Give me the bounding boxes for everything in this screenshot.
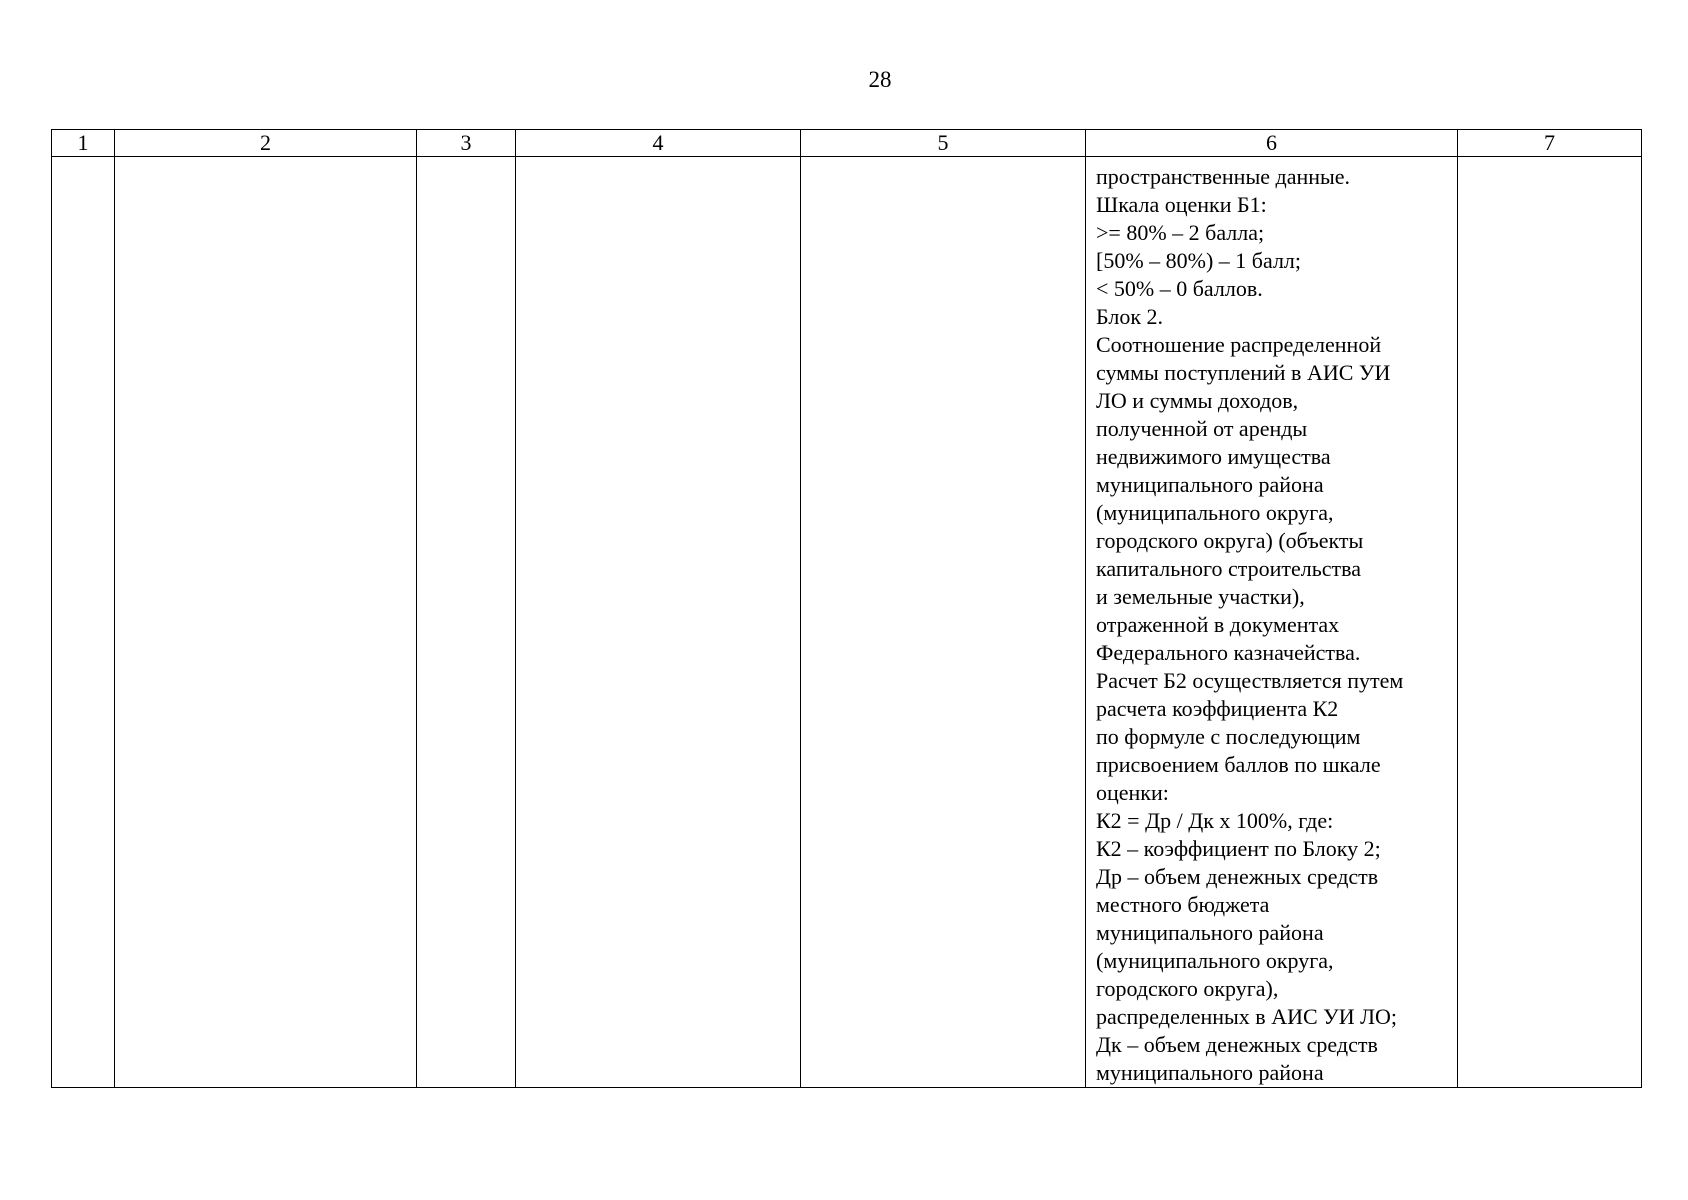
column-header-1: 1 — [52, 130, 115, 157]
table-header-row — [52, 130, 1642, 157]
text-line: пространственные данные. — [1096, 164, 1351, 189]
text-line: < 50% – 0 баллов. — [1096, 276, 1263, 301]
column-header-6: 6 — [1086, 130, 1458, 157]
column-header-5: 5 — [801, 130, 1086, 157]
text-line: Федерального казначейства. — [1096, 640, 1361, 665]
cell-col-2 — [115, 157, 417, 1088]
text-line: (муниципального округа, — [1096, 500, 1334, 525]
text-line: городского округа) (объекты — [1096, 528, 1364, 553]
text-line: Др – объем денежных средств — [1096, 864, 1379, 889]
column-header-4: 4 — [516, 130, 801, 157]
text-line: присвоением баллов по шкале — [1096, 752, 1381, 777]
text-line: недвижимого имущества — [1096, 444, 1331, 469]
text-line: местного бюджета — [1096, 892, 1270, 917]
column-header-7: 7 — [1458, 130, 1642, 157]
text-line: полученной от аренды — [1096, 416, 1308, 441]
cell-col-3 — [417, 157, 516, 1088]
text-line: ЛО и суммы доходов, — [1096, 388, 1299, 413]
column-header-2: 2 — [115, 130, 417, 157]
text-line: Расчет Б2 осуществляется путем — [1096, 668, 1404, 693]
text-line: капитального строительства — [1096, 556, 1362, 581]
text-line: (муниципального округа, — [1096, 948, 1334, 973]
page-number: 28 — [868, 67, 892, 92]
text-line: распределенных в АИС УИ ЛО; — [1096, 1004, 1398, 1029]
text-line: по формуле с последующим — [1096, 724, 1361, 749]
text-line: расчета коэффициента К2 — [1096, 696, 1339, 721]
text-line: [50% – 80%) – 1 балл; — [1096, 248, 1302, 273]
column-header-3: 3 — [417, 130, 516, 157]
text-line: отраженной в документах — [1096, 612, 1340, 637]
cell-col-1 — [52, 157, 115, 1088]
cell-col-5 — [801, 157, 1086, 1088]
text-line: Соотношение распределенной — [1096, 332, 1382, 357]
cell-col-7 — [1458, 157, 1642, 1088]
text-line: Шкала оценки Б1: — [1096, 192, 1267, 217]
text-line: и земельные участки), — [1096, 584, 1305, 609]
text-line: оценки: — [1096, 780, 1169, 805]
table-row — [52, 157, 1642, 1088]
criteria-text — [1086, 157, 1457, 1087]
text-line: муниципального района — [1096, 472, 1324, 497]
cell-col-4 — [516, 157, 801, 1088]
text-line: >= 80% – 2 балла; — [1096, 220, 1265, 245]
document-table — [51, 129, 1642, 1088]
text-line: К2 – коэффициент по Блоку 2; — [1096, 836, 1381, 861]
text-line: муниципального района — [1096, 1060, 1324, 1085]
text-line: К2 = Др / Дк х 100%, где: — [1096, 808, 1334, 833]
text-line: Блок 2. — [1096, 304, 1164, 329]
text-line: муниципального района — [1096, 920, 1324, 945]
cell-col-6 — [1086, 157, 1458, 1088]
text-line: городского округа), — [1096, 976, 1279, 1001]
text-line: Дк – объем денежных средств — [1096, 1032, 1378, 1057]
text-line: суммы поступлений в АИС УИ — [1096, 360, 1391, 385]
